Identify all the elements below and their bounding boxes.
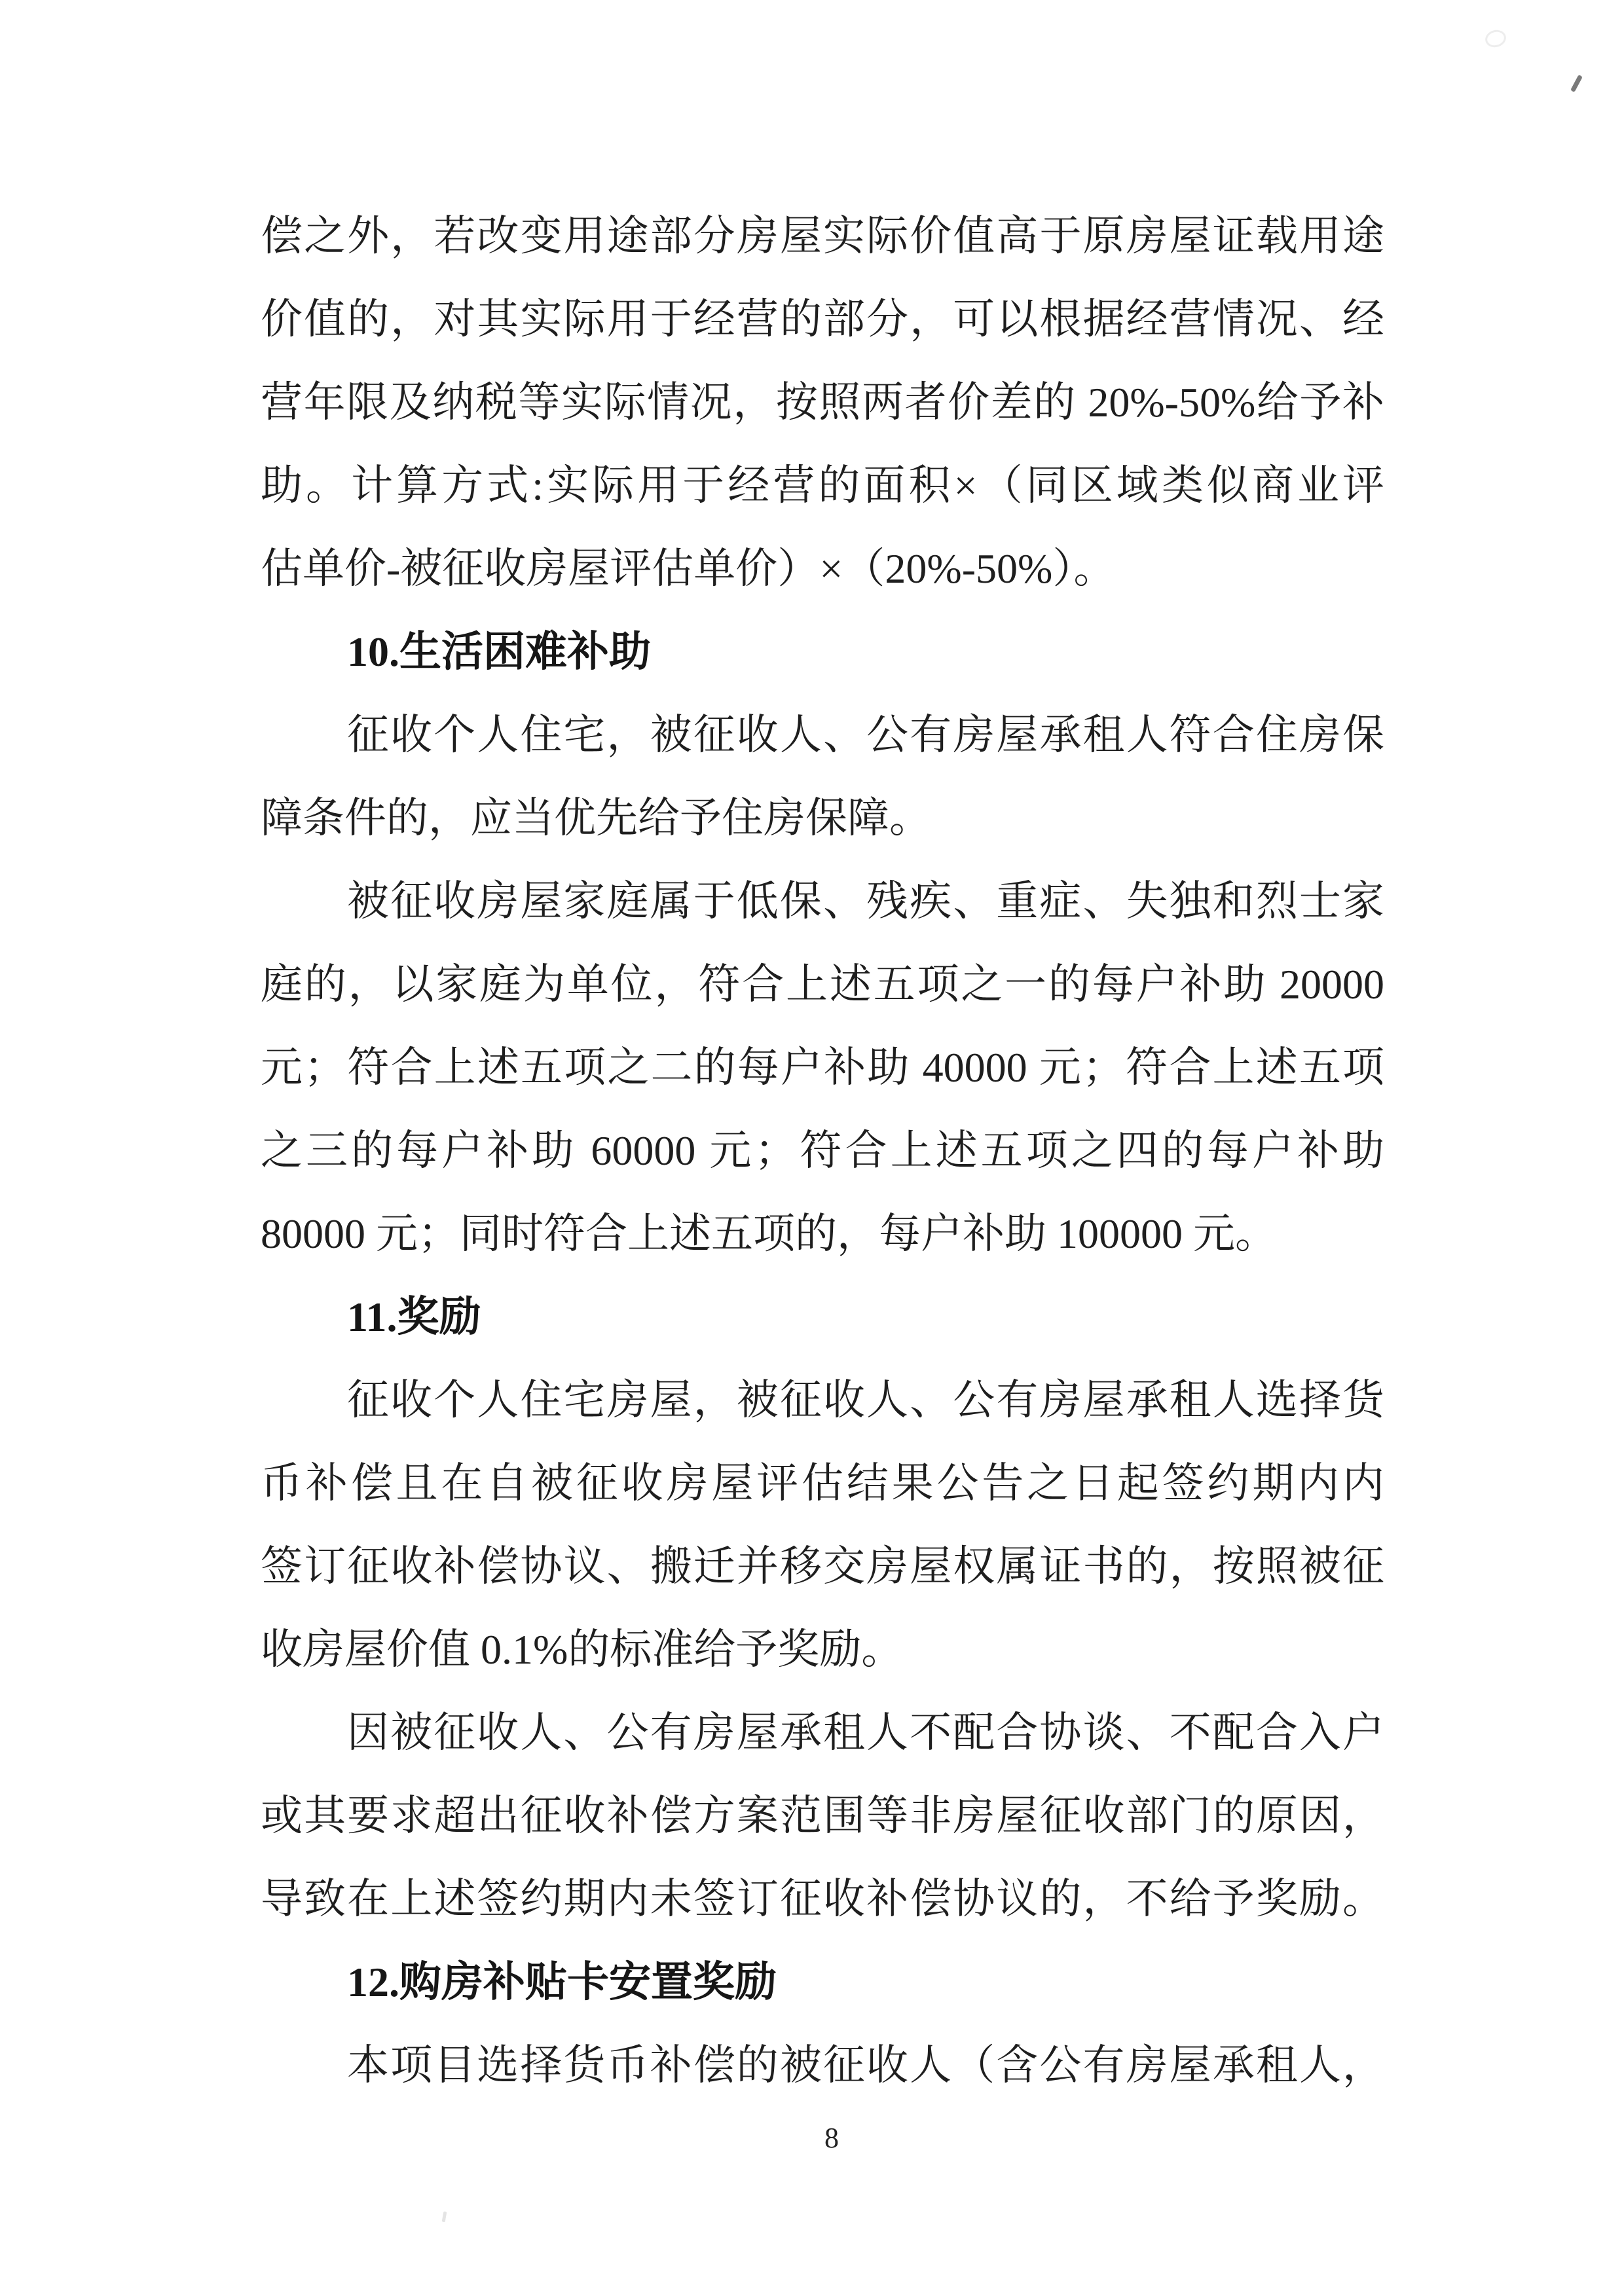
text-line: 因被征收人、公有房屋承租人不配合协谈、不配合入户 xyxy=(347,1709,1384,1756)
text-line: 助。计算方式:实际用于经营的面积×（同区域类似商业评 xyxy=(261,462,1384,509)
text-line: 偿之外，若改变用途部分房屋实际价值高于原房屋证载用途 xyxy=(261,213,1384,259)
text-line: 征收个人住宅，被征收人、公有房屋承租人符合住房保 xyxy=(347,712,1384,758)
text-line: 导致在上述签约期内未签订征收补偿协议的，不给予奖励。 xyxy=(261,1876,1384,1922)
text-line: 80000 元；同时符合上述五项的，每户补助 100000 元。 xyxy=(261,1211,1277,1257)
section-heading: 10.生活困难补助 xyxy=(347,629,651,675)
text-line: 或其要求超出征收补偿方案范围等非房屋征收部门的原因， xyxy=(261,1793,1384,1839)
text-line: 本项目选择货币补偿的被征收人（含公有房屋承租人， xyxy=(347,2042,1384,2088)
document-body xyxy=(261,194,1384,2107)
section-heading: 12.购房补贴卡安置奖励 xyxy=(347,1959,777,2005)
text-line: 币补偿且在自被征收房屋评估结果公告之日起签约期内内 xyxy=(261,1460,1384,1506)
scan-artifact-dot xyxy=(442,2212,447,2223)
text-line: 征收个人住宅房屋，被征收人、公有房屋承租人选择货 xyxy=(347,1377,1384,1423)
text-line: 之三的每户补助 60000 元；符合上述五项之四的每户补助 xyxy=(261,1127,1384,1174)
text-line: 签订征收补偿协议、搬迁并移交房屋权属证书的，按照被征 xyxy=(261,1543,1384,1590)
text-line: 价值的，对其实际用于经营的部分，可以根据经营情况、经 xyxy=(261,296,1384,342)
text-line: 障条件的，应当优先给予住房保障。 xyxy=(261,795,931,841)
scan-artifact-slash xyxy=(1570,75,1583,92)
page-number: 8 xyxy=(824,2122,839,2154)
scan-artifact-smudge xyxy=(1483,27,1508,49)
text-line: 估单价-被征收房屋评估单价）×（20%-50%）。 xyxy=(261,545,1116,592)
text-line: 元；符合上述五项之二的每户补助 40000 元；符合上述五项 xyxy=(261,1044,1384,1091)
text-line: 收房屋价值 0.1%的标准给予奖励。 xyxy=(261,1626,904,1673)
section-heading: 11.奖励 xyxy=(347,1294,481,1340)
text-line: 被征收房屋家庭属于低保、残疾、重症、失独和烈士家 xyxy=(347,878,1384,924)
text-line: 营年限及纳税等实际情况，按照两者价差的 20%-50%给予补 xyxy=(261,379,1384,426)
text-line: 庭的，以家庭为单位，符合上述五项之一的每户补助 20000 xyxy=(261,961,1384,1008)
